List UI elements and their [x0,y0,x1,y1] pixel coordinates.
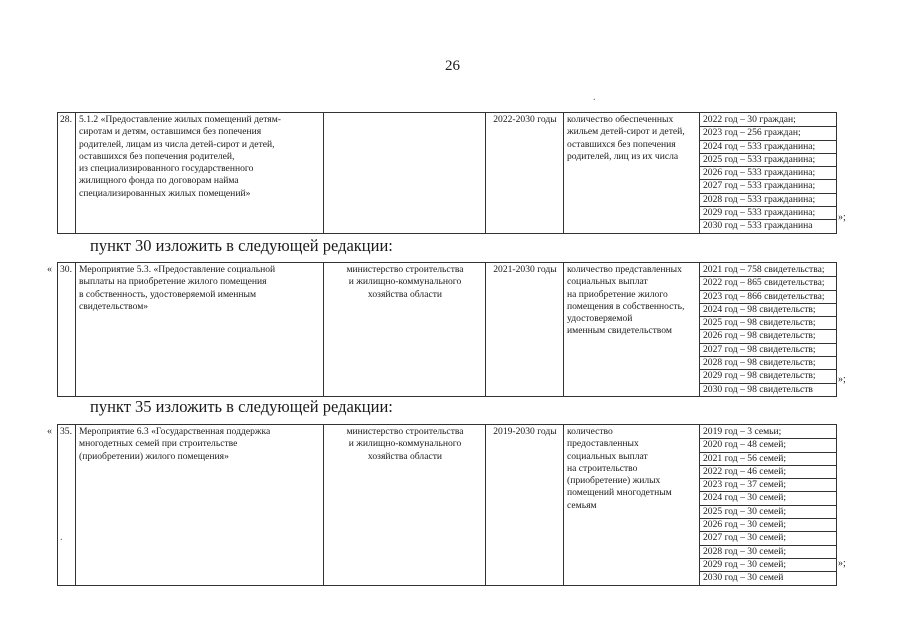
indicator-line: на приобретение жилого [567,288,668,300]
stray-mark: . [593,92,596,103]
target-line: 2029 год – 98 свидетельств; [700,370,836,383]
indicator-line: на строительство [567,462,638,474]
target-line: 2020 год – 48 семей; [700,439,836,452]
close-quote: »; [838,374,846,385]
target-line: 2026 год – 533 гражданина; [700,167,836,180]
target-line: 2024 год – 98 свидетельств; [700,304,836,317]
indicator-line: социальных выплат [567,450,648,462]
title-line: в собственность, удостоверяемой именным [79,288,257,300]
indicator-line: социальных выплат [567,276,648,288]
section-heading: пункт 35 изложить в следующей редакции: [90,397,393,416]
target-line: 2019 год – 3 семьи; [700,426,836,439]
target-line: 2030 год – 30 семей [703,572,784,584]
indicator-line: семьям [567,499,597,511]
target-line: 2026 год – 98 свидетельств; [700,330,836,343]
target-line: 2022 год – 30 граждан; [700,114,836,127]
measure-row-30 [57,262,837,397]
indicator-line: количество представленных [567,264,682,275]
measure-row-35 [57,424,837,586]
responsible-line: и жилищно-коммунального [348,276,462,288]
responsible-line: министерство строительства [346,264,464,275]
open-quote: « [47,426,52,437]
target-line: 2025 год – 98 свидетельств; [700,317,836,330]
target-line: 2025 год – 533 гражданина; [700,154,836,167]
title-line: 5.1.2 «Предоставление жилых помещений детям- [79,114,281,125]
target-line: 2024 год – 30 семей; [700,492,836,505]
target-line: 2028 год – 533 гражданина; [700,194,836,207]
indicator-line: удостоверяемой [567,313,633,325]
title-line: (приобретении) жилого помещения» [79,450,229,462]
indicator-line: помещений многодетным [567,487,672,499]
indicator-line: количество [567,426,613,437]
indicator-line: предоставленных [567,438,639,450]
title-line: оставшихся без попечения родителей, [79,150,235,162]
target-line: 2026 год – 30 семей; [700,519,836,532]
section-heading: пункт 30 изложить в следующей редакции: [90,236,393,255]
title-line: из специализированного государственного [79,163,254,175]
close-quote: »; [838,558,846,569]
target-line: 2025 год – 30 семей; [700,506,836,519]
row-number: 28. [60,114,72,125]
measure-row-28 [57,112,837,234]
title-line: жилищного фонда по договорам найма [79,175,239,187]
responsible-line: и жилищно-коммунального [348,438,462,450]
responsible-line: министерство строительства [346,426,464,437]
target-line: 2030 год – 98 свидетельств [703,383,813,395]
row-number: 35. [60,426,72,437]
close-quote: »; [838,212,846,223]
indicator-line: родителей, лиц из их числа [567,150,679,162]
title-line: многодетных семей при строительстве [79,438,238,450]
target-line: 2029 год – 30 семей; [700,559,836,572]
responsible-cell [324,113,486,234]
target-line: 2021 год – 758 свидетельства; [700,264,836,277]
target-line: 2030 год – 533 гражданина [703,220,813,232]
target-line: 2023 год – 256 граждан; [700,127,836,140]
period: 2022-2030 годы [493,114,557,125]
target-line: 2028 год – 30 семей; [700,546,836,559]
row-number: 30. [60,264,72,275]
title-line: родителей, лицам из числа детей-сирот и детей, [79,138,275,150]
indicator-line: помещения в собственность, [567,300,685,312]
target-line: 2024 год – 533 гражданина; [700,141,836,154]
title-line: Мероприятие 5.3. «Предоставление социальной [79,264,276,275]
title-line: выплаты на приобретение жилого помещения [79,276,267,288]
page-number: 26 [445,58,460,74]
title-line: свидетельством» [79,300,149,312]
indicator-line: именным свидетельством [567,325,672,337]
title-line: Мероприятие 6.3 «Государственная поддержка [79,426,271,437]
title-line: сиротам и детям, оставшимся без попечения [79,126,262,138]
responsible-line: хозяйства области [367,450,443,462]
title-line: специализированных жилых помещений» [79,187,251,199]
target-line: 2027 год – 98 свидетельств; [700,344,836,357]
responsible-line: хозяйства области [367,288,443,300]
indicator-line: оставшихся без попечения [567,138,676,150]
target-line: 2029 год – 533 гражданина; [700,207,836,220]
period: 2019-2030 годы [493,426,557,437]
target-line: 2027 год – 30 семей; [700,532,836,545]
indicator-line: (приобретение) жилых [567,475,661,487]
open-quote: « [47,264,52,275]
indicator-line: жильем детей-сирот и детей, [567,126,685,138]
target-line: 2022 год – 865 свидетельства; [700,277,836,290]
indicator-line: количество обеспеченных [567,114,674,125]
target-line: 2028 год – 98 свидетельств; [700,357,836,370]
target-line: 2023 год – 866 свидетельства; [700,291,836,304]
stray-mark: . [60,532,63,543]
target-line: 2023 год – 37 семей; [700,479,836,492]
target-line: 2022 год – 46 семей; [700,466,836,479]
period: 2021-2030 годы [493,264,557,275]
target-line: 2027 год – 533 гражданина; [700,180,836,193]
target-line: 2021 год – 56 семей; [700,453,836,466]
